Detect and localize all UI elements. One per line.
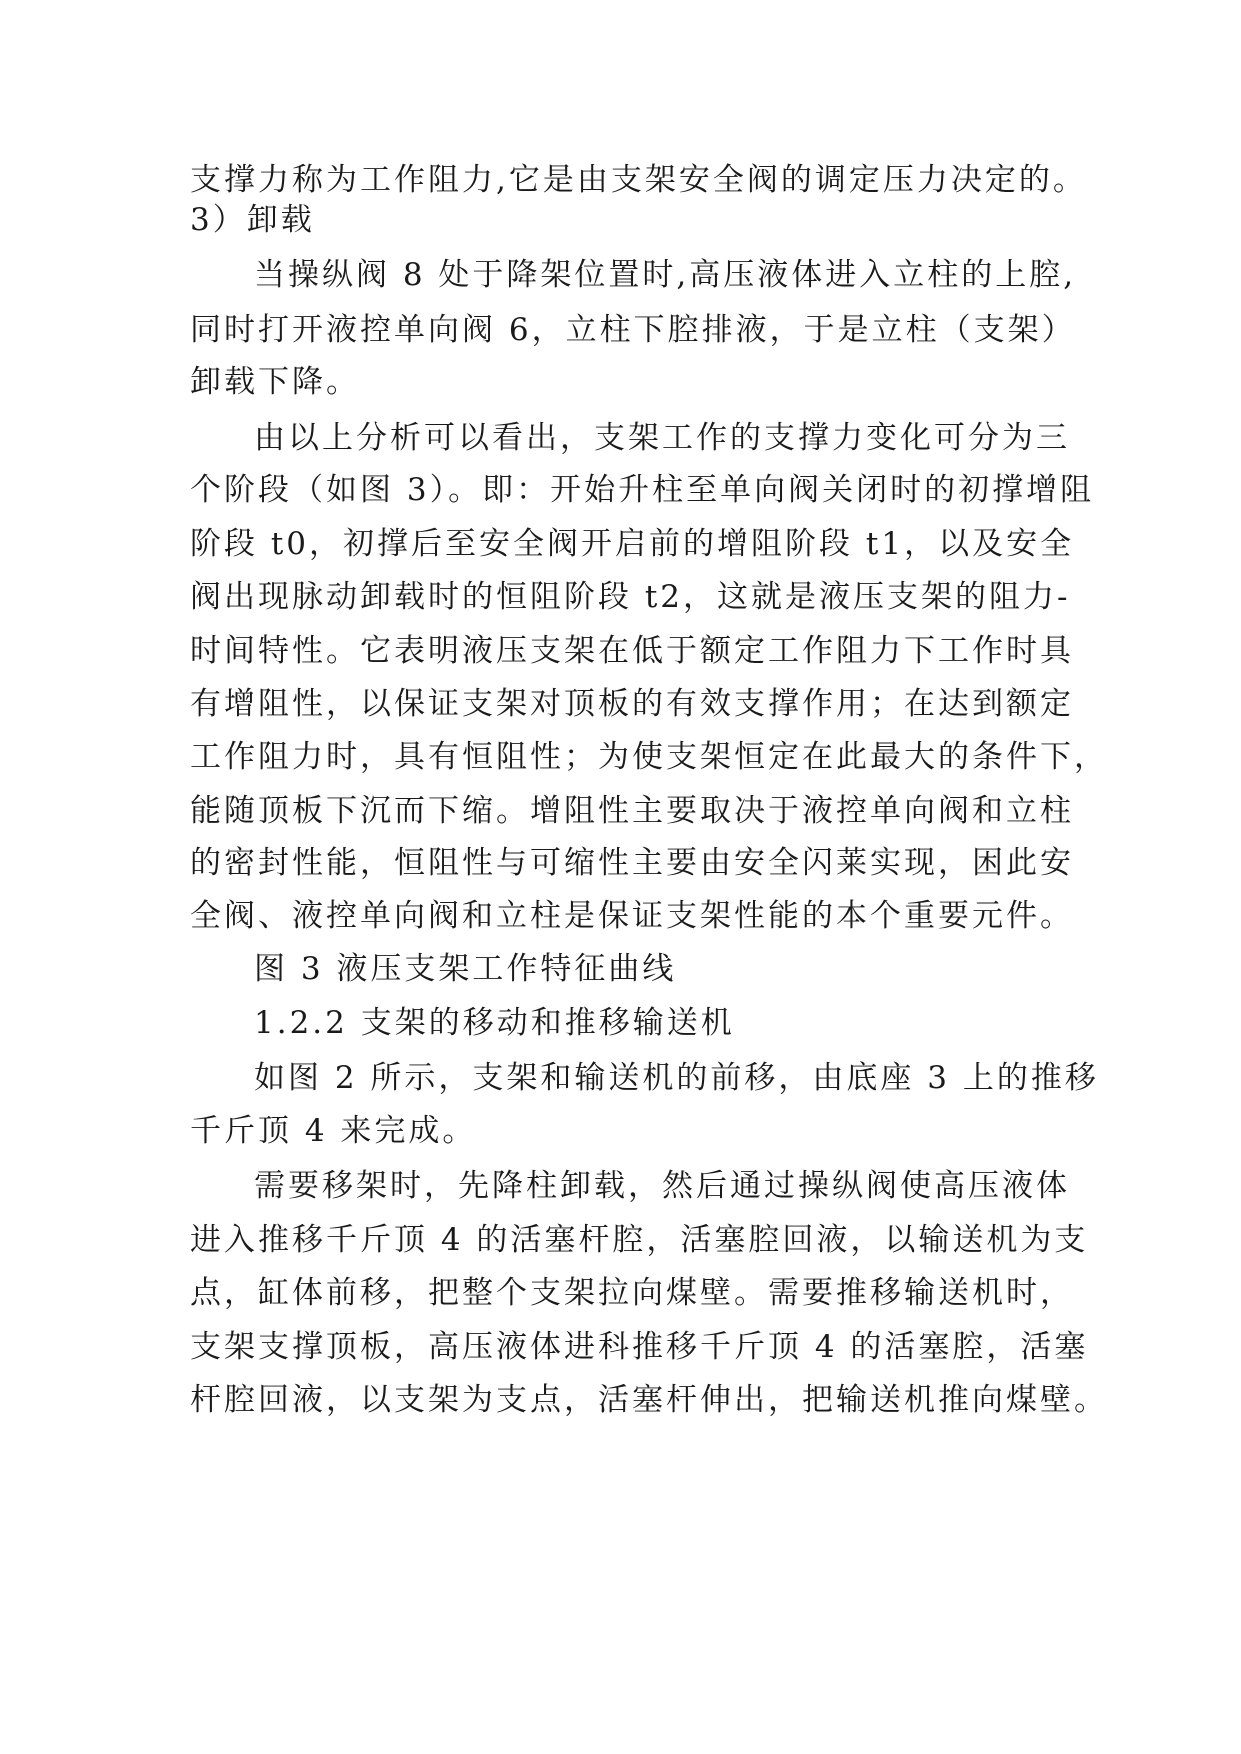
text-line-10: 时间特性。它表明液压支架在低于额定工作阻力下工作时具 <box>190 633 1074 669</box>
text-line-23: 支架支撑顶板，高压液体进科推移千斤顶 4 的活塞腔，活塞 <box>190 1329 1089 1365</box>
text-line-5: 卸载下降。 <box>190 364 360 400</box>
text-line-8: 阶段 t0，初撑后至安全阀开启前的增阻阶段 t1，以及安全 <box>190 526 1075 562</box>
text-line-12: 工作阻力时，具有恒阻性；为使支架恒定在此最大的条件下， <box>190 739 1108 775</box>
text-line-4: 同时打开液控单向阀 6，立柱下腔排液，于是立柱（支架） <box>190 312 1076 348</box>
section-heading-unloading: 3）卸载 <box>190 202 315 238</box>
text-line-11: 有增阻性，以保证支架对顶板的有效支撑作用；在达到额定 <box>190 686 1074 722</box>
text-line-13: 能随顶板下沉而下缩。增阻性主要取决于液控单向阀和立柱 <box>190 793 1074 829</box>
text-line-15: 全阀、液控单向阀和立柱是保证支架性能的本个重要元件。 <box>190 898 1074 934</box>
text-line-3: 当操纵阀 8 处于降架位置时,高压液体进入立柱的上腔, <box>254 257 1077 293</box>
text-line-7: 个阶段（如图 3）。即：开始升柱至单向阀关闭时的初撑增阻 <box>190 472 1095 508</box>
text-line-6: 由以上分析可以看出，支架工作的支撑力变化可分为三 <box>254 420 1070 456</box>
text-line-14: 的密封性能，恒阻性与可缩性主要由安全闪莱实现，困此安 <box>190 845 1074 881</box>
figure-caption: 图 3 液压支架工作特征曲线 <box>254 951 677 987</box>
text-line-24: 杆腔回液，以支架为支点，活塞杆伸出，把输送机推向煤壁。 <box>190 1382 1108 1418</box>
section-heading-1-2-2: 1.2.2 支架的移动和推移输送机 <box>254 1005 735 1041</box>
text-line-21: 进入推移千斤顶 4 的活塞杆腔，活塞腔回液，以输送机为支 <box>190 1222 1089 1258</box>
text-line-1: 支撑力称为工作阻力,它是由支架安全阀的调定压力决定的。 <box>190 162 1087 198</box>
text-line-19: 千斤顶 4 来完成。 <box>190 1113 477 1149</box>
text-line-22: 点，缸体前移，把整个支架拉向煤壁。需要推移输送机时， <box>190 1275 1074 1311</box>
text-line-18: 如图 2 所示，支架和输送机的前移，由底座 3 上的推移 <box>254 1060 1099 1096</box>
text-line-9: 阀出现脉动卸载时的恒阻阶段 t2，这就是液压支架的阻力- <box>190 579 1071 615</box>
text-line-20: 需要移架时，先降柱卸载，然后通过操纵阀使高压液体 <box>254 1168 1070 1204</box>
